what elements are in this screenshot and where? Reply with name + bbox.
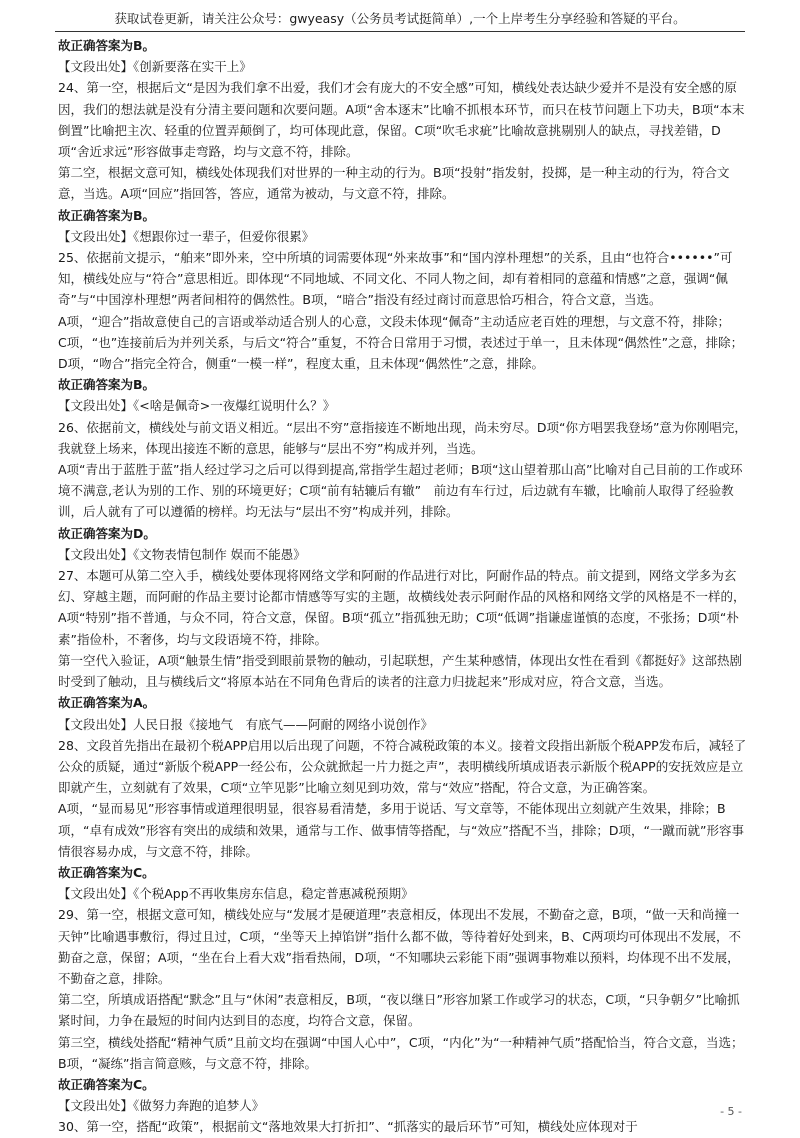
explanation-paragraph: D项，“吻合”指完全符合，侧重“一模一样”，程度太重，且未体现“偶然性”之意，排除。 — [58, 356, 544, 372]
explanation-paragraph: 25、依据前文提示，“舶来”即外来，空中所填的词需要体现“外来故事”和“国内淳朴理想”的关系，且由“也符合••••••”可知，横线处应与“符合”意思相近。即体现“不同地域、不同文化、不同人物之间，却有着相同的意蕴和情感”之意，强调“佩奇”与“中国淳朴理想”两者间相符的偶然性。B项，“暗合”指没有经过商讨而意思恰巧相合，符合文意，当选。 — [58, 250, 733, 308]
explanation-paragraph: A项，“迎合”指故意使自己的言语或举动适合别人的心意，文段未体现“佩奇”主动适应老百姓的理想，与文意不符，排除； — [58, 313, 730, 329]
header-divider — [55, 31, 745, 32]
explanation-paragraph: 28、文段首先指出在最初个税APP启用以后出现了问题，不符合减税政策的本义。接着文段指出新版个税APP发布后，减轻了公众的质疑，通过“新版个税APP一经公布，公众就掀起一片力挺之声”，表明横线所填成语表示新版个税APP的安抚效应是立即就产生，立刻就有了效果，C项“立竿见影”比喻立刻见到功效，常与“效应”搭配，符合文意，为正确答案。 — [58, 737, 747, 796]
explanation-paragraph: A项“青出于蓝胜于蓝”指人经过学习之后可以得到提高,常指学生超过老师；B项“这山望着那山高”比喻对自己目前的工作或环境不满意,老认为别的工作、别的环境更好；C项“前有轱辘后有辙” 前边有车行过，后边就有车辙，比喻前人取得了经验教训，后人就有了可以遵循的榜样。均无法与“层出不穷”构成并列，排除。 — [58, 462, 743, 520]
answer-line: 故正确答案为C。 — [58, 864, 155, 880]
explanation-paragraph: C项，“也”连接前后为并列关系，与后文“符合”重复，不符合日常用于习惯，表述过于单一，且未体现“偶然性”之意，排除； — [58, 334, 744, 350]
explanation-paragraph: 29、第一空，根据文意可知，横线处应与“发展才是硬道理”表意相反，体现出不发展，不勤奋之意，B项，“做一天和尚撞一天钟”比喻遇事敷衍，得过且过，C项，“坐等天上掉馅饼”指什么都不做，等待着好处到来，B、C两项均可体现出不发展，不勤奋之意，保留；A项，“坐在台上看大戏”指看热闹，D项，“不知哪块云彩能下雨”强调事物难以预料，均体现不出不发展，不勤奋之意，排除。 — [58, 907, 741, 986]
answer-line: 故正确答案为B。 — [58, 377, 156, 393]
source-citation: 【文段出处】《<啥是佩奇>一夜爆红说明什么？》 — [58, 398, 336, 414]
explanation-paragraph: 第一空代入验证，A项“触景生情”指受到眼前景物的触动，引起联想，产生某种感情，体现出女性在看到《都挺好》这部热剧时受到了触动，且与横线后文“将原本站在不同角色背后的读者的注意力归拢起来”形成对应，符合文意，当选。 — [58, 652, 743, 690]
page-number: - 5 - — [720, 1105, 742, 1118]
explanation-paragraph: 24、第一空，根据后文“是因为我们拿不出爱，我们才会有庞大的不安全感”可知，横线处表达缺少爱并不是没有安全感的原因，我们的想法就是没有分清主要问题和次要问题。A项“舍本逐末”比喻不抓根本环节，而只在枝节问题上下功夫，B项“本末倒置”比喻把主次、轻重的位置弄颠倒了，均可体现此意，保留。C项“吹毛求疵”比喻故意挑剔别人的缺点，寻找差错，D项“舍近求远”形容做事走弯路，均与文意不符，排除。 — [58, 80, 745, 160]
explanation-paragraph: 30、第一空，搭配“政策”，根据前文“落地效果大打折扣”、“抓落实的最后环节”可知，横线处应体现对于 — [58, 1119, 638, 1135]
answer-line: 故正确答案为C。 — [58, 1076, 155, 1092]
source-citation: 【文段出处】《文物表情包制作 娱而不能愚》 — [58, 546, 306, 562]
explanation-paragraph: 第二空，根据文意可知，横线处体现我们对世界的一种主动的行为。B项“投射”指发射，投掷，是一种主动的行为，符合文意，当选。A项“回应”指回答，答应，通常为被动，与文意不符，排除。 — [58, 165, 730, 202]
explanation-paragraph: 26、依据前文，横线处与前文语义相近。“层出不穷”意指接连不断地出现，尚未穷尽。D项“你方唱罢我登场”意为你刚唱完，我就登上场来，体现出接连不断的意思，能够与“层出不穷”构成并列，当选。 — [58, 419, 747, 456]
source-citation: 【文段出处】人民日报《接地气 有底气——阿耐的网络小说创作》 — [58, 716, 434, 732]
answer-line: 故正确答案为B。 — [58, 207, 156, 223]
answer-line: 故正确答案为A。 — [58, 695, 156, 711]
source-citation: 【文段出处】《做努力奔跑的追梦人》 — [58, 1098, 265, 1114]
source-citation: 【文段出处】《创新要落在实干上》 — [58, 59, 252, 75]
document-body — [58, 35, 748, 1138]
answer-line: 故正确答案为B。 — [58, 38, 156, 53]
source-citation: 【文段出处】《想跟你过一辈子，但爱你很累》 — [58, 228, 315, 244]
source-citation: 【文段出处】《个税App不再收集房东信息，稳定普惠减税预期》 — [58, 886, 414, 902]
explanation-paragraph: 第二空，所填成语搭配“默念”且与“休闲”表意相反，B项，“夜以继日”形容加紧工作或学习的状态，C项，“只争朝夕”比喻抓紧时间，力争在最短的时间内达到目的态度，均符合文意，保留。 — [58, 992, 740, 1029]
page-header: 获取试卷更新，请关注公众号：gwyeasy（公务员考试挺简单）,一个上岸考生分享经验和答疑的平台。 — [114, 11, 686, 26]
explanation-paragraph: 第三空，横线处搭配“精神气质”且前文均在强调“中国人心中”，C项，“内化”为“一种精神气质”搭配恰当，符合文意，当选；B项，“凝练”指言简意赅，与文意不符，排除。 — [58, 1034, 744, 1071]
explanation-paragraph: A项，“显而易见”形容事情或道理很明显，很容易看清楚，多用于说话、写文章等，不能体现出立刻就产生效果，排除；B项，“卓有成效”形容有突出的成绩和效果，通常与工作、做事情等搭配，与“效应”搭配不当，排除；D项，“一蹴而就”形容事情很容易办成，与文意不符，排除。 — [58, 801, 744, 859]
answer-line: 故正确答案为D。 — [58, 525, 156, 541]
explanation-paragraph: 27、本题可从第二空入手，横线处要体现将网络文学和阿耐的作品进行对比，阿耐作品的特点。前文提到，网络文学多为玄幻、穿越主题，而阿耐的作品主要讨论都市情感等写实的主题，故横线处表示阿耐作品的风格和网络文学的风格是不一样的，A项“特别”指不普通，与众不同，符合文意，保留。B项“孤立”指孤独无助；C项“低调”指谦虚谨慎的态度，不张扬；D项“朴素”指俭朴，不奢侈，均与文段语境不符，排除。 — [58, 568, 746, 647]
